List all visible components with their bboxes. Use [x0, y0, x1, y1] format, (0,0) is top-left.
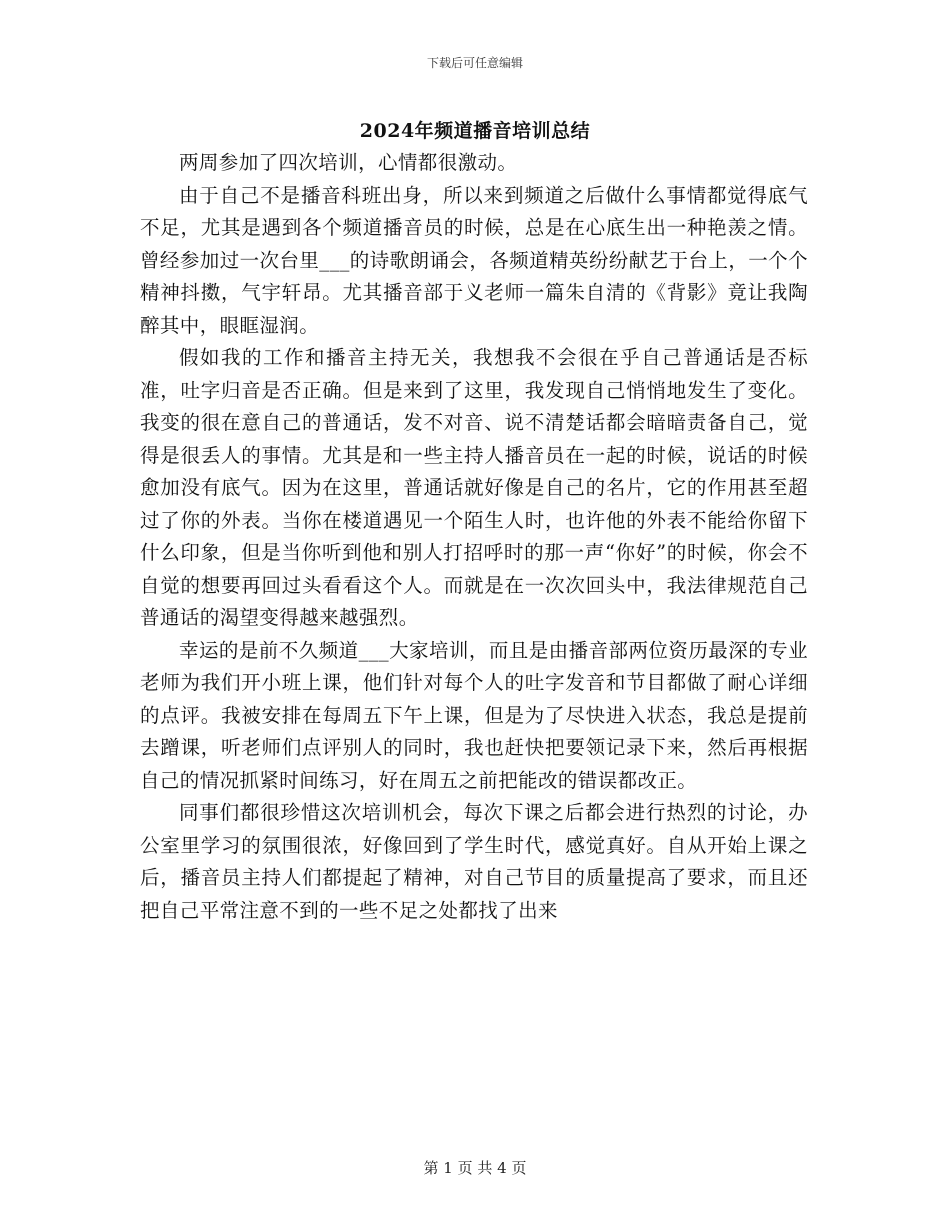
header-note: 下载后可任意编辑 — [426, 56, 523, 70]
document-body — [140, 147, 808, 927]
paragraph-4: 幸运的是前不久频道___大家培训，而且是由播音部两位资历最深的专业老师为我们开小班上课，他们针对每个人的吐字发音和节目都做了耐心详细的点评。我被安排在每周五下午上课，但是为了尽快进入状态，我总是提前去蹭课，听老师们点评别人的同时，我也赶快把要领记录下来，然后再根据自己的情况抓紧时间练习，好在周五之前把能改的错误都改正。 — [140, 638, 808, 792]
paragraph-3: 假如我的工作和播音主持无关，我想我不会很在乎自己普通话是否标准，吐字归音是否正确。但是来到了这里，我发现自己悄悄地发生了变化。我变的很在意自己的普通话，发不对音、说不清楚话都会暗暗责备自己，觉得是很丢人的事情。尤其是和一些主持人播音员在一起的时候，说话的时候愈加没有底气。因为在这里，普通话就好像是自己的名片，它的作用甚至超过了你的外表。当你在楼道遇见一个陌生人时，也许他的外表不能给你留下什么印象，但是当你听到他和别人打招呼时的那一声“你好”的时候，你会不自觉的想要再回过头看看这个人。而就是在一次次回头中，我法律规范自己普通话的渴望变得越来越强烈。 — [140, 346, 808, 629]
page-footer: 第 1 页 共 4 页 — [423, 1159, 527, 1177]
paragraph-5: 同事们都很珍惜这次培训机会，每次下课之后都会进行热烈的讨论，办公室里学习的氛围很浓，好像回到了学生时代，感觉真好。自从开始上课之后，播音员主持人们都提起了精神，对自己节目的质量提高了要求，而且还把自己平常注意不到的一些不足之处都找了出来 — [140, 801, 808, 922]
paragraph-1: 两周参加了四次培训，心情都很激动。 — [179, 151, 518, 174]
document-title: 2024年频道播音培训总结 — [359, 120, 591, 142]
paragraph-2: 由于自己不是播音科班出身，所以来到频道之后做什么事情都觉得底气不足，尤其是遇到各个频道播音员的时候，总是在心底生出一种艳羡之情。曾经参加过一次台里___的诗歌朗诵会，各频道精英纷纷献艺于台上，一个个精神抖擞，气宇轩昂。尤其播音部于义老师一篇朱自清的《背影》竟让我陶醉其中，眼眶湿润。 — [140, 183, 808, 337]
